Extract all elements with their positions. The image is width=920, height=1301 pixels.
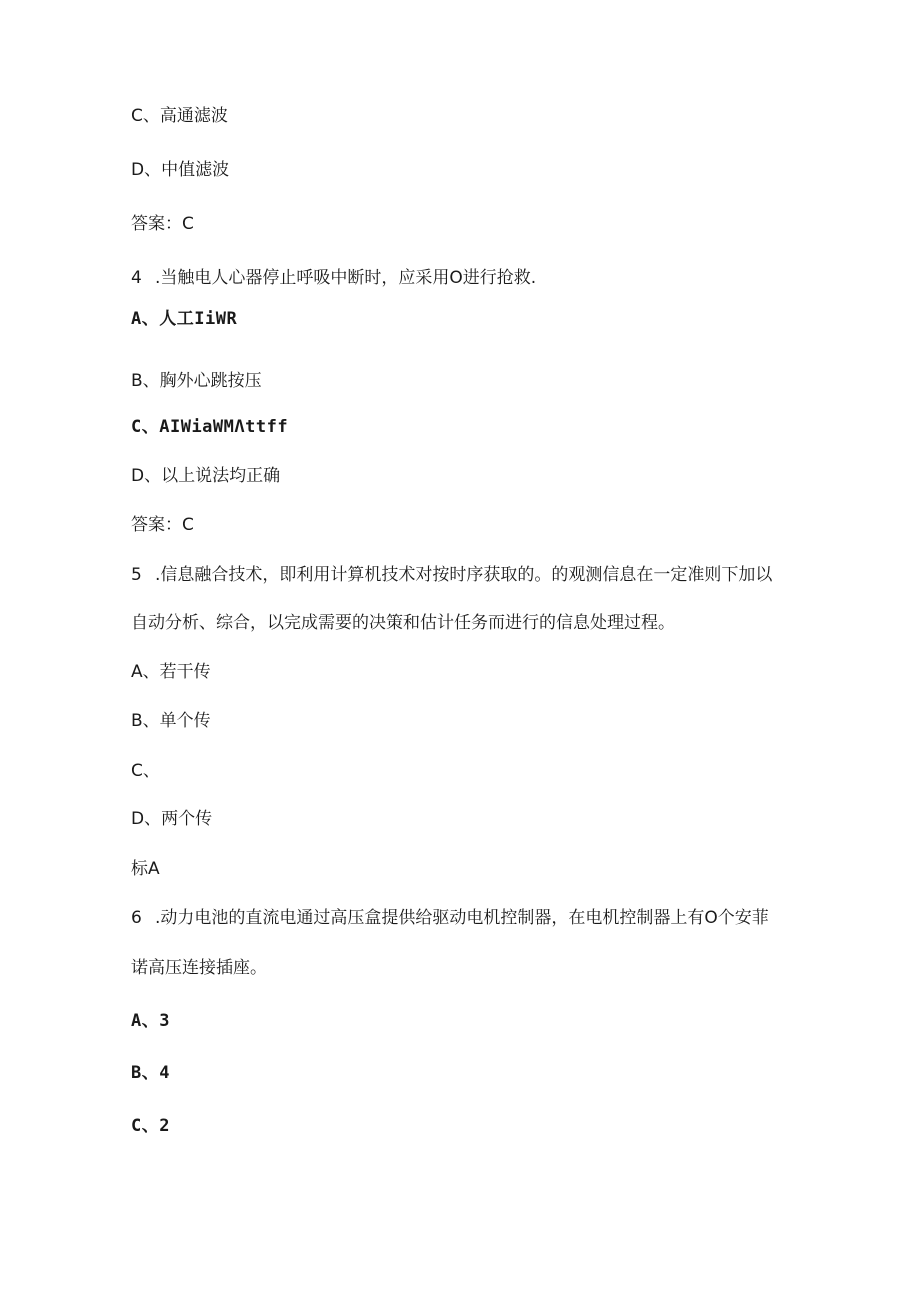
- question-5-continuation: 自动分析、综合，以完成需要的决策和估计任务而进行的信息处理过程。: [131, 613, 675, 633]
- option-b-line: B、4: [131, 1063, 170, 1083]
- question-5: [131, 564, 772, 586]
- option-a-line: A、人工IiWR: [131, 309, 238, 329]
- option-b-line: B、胸外心跳按压: [131, 371, 262, 391]
- option-b-line: B、单个传: [131, 711, 211, 731]
- option-d-line: D、中值滤波: [131, 160, 230, 180]
- answer-line: 答案：C: [131, 515, 194, 535]
- question-number: 5: [131, 565, 142, 585]
- question-number: 6: [131, 908, 142, 928]
- option-c-line: C、2: [131, 1116, 170, 1136]
- option-c-line: C、AIWiaWMΛttff: [131, 417, 289, 437]
- option-a-line: A、3: [131, 1011, 170, 1031]
- question-text: .信息融合技术，即利用计算机技术对按时序获取的。的观测信息在一定准则下加以: [155, 565, 773, 585]
- question-6: [131, 907, 769, 929]
- option-a-line: A、若干传: [131, 662, 211, 682]
- question-6-continuation: 诺高压连接插座。: [131, 958, 267, 978]
- question-text: .当触电人心器停止呼吸中断时，应采用O进行抢救.: [155, 268, 537, 288]
- option-c-line: C、: [131, 761, 160, 781]
- question-4: [131, 267, 536, 289]
- question-number: 4: [131, 268, 142, 288]
- option-d-line: D、以上说法均正确: [131, 466, 281, 486]
- answer-line: 标A: [131, 859, 160, 879]
- option-d-line: D、两个传: [131, 809, 213, 829]
- question-text: .动力电池的直流电通过高压盒提供给驱动电机控制器，在电机控制器上有O个安菲: [155, 908, 769, 928]
- answer-line: 答案：C: [131, 214, 194, 234]
- option-c-line: C、高通滤波: [131, 106, 228, 126]
